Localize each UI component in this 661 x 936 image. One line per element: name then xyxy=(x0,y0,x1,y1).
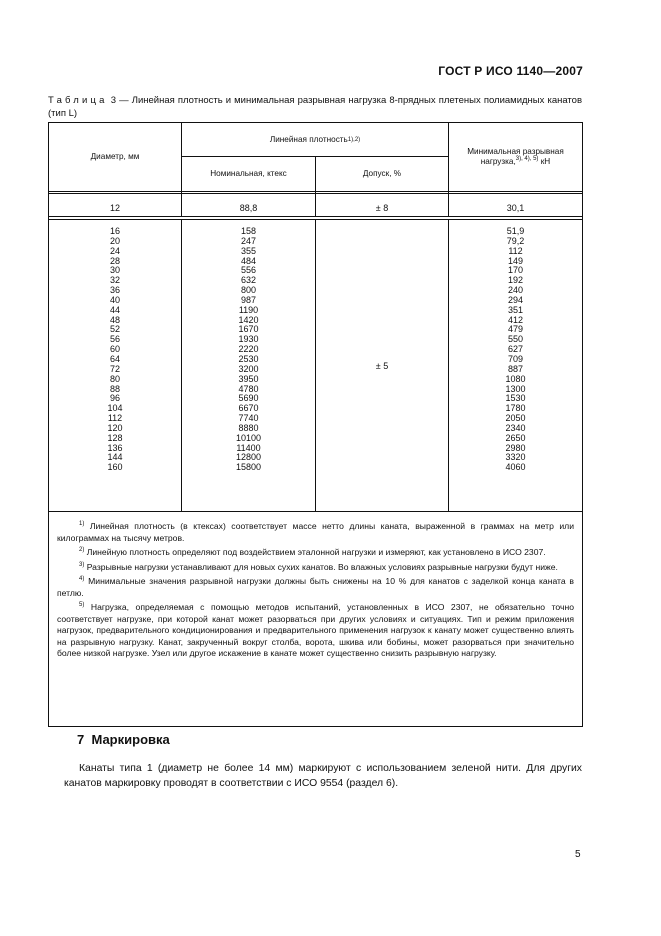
footnote-mark: 5) xyxy=(79,602,85,608)
nominal-cell: 800 xyxy=(240,285,257,296)
row-12-diameter: 12 xyxy=(109,203,120,213)
load-cell: 479 xyxy=(507,324,524,335)
section-number: 7 xyxy=(77,732,85,747)
load-cell: 3320 xyxy=(505,452,526,463)
header-break-load-line2: нагрузка, xyxy=(480,157,516,166)
load-column xyxy=(449,227,582,473)
section-heading xyxy=(77,732,170,747)
load-cell: 887 xyxy=(507,363,524,374)
diameter-cell: 16 xyxy=(109,226,120,236)
footnote-text: Разрывные нагрузки устанавливают для новых сухих канатов. Во влажных условиях разрывные нагрузки будут ниже. xyxy=(86,561,558,572)
data-table xyxy=(48,122,583,727)
table-caption-label: Таблица xyxy=(48,95,108,106)
diameter-cell: 40 xyxy=(109,294,120,305)
nominal-cell: 15800 xyxy=(235,462,262,473)
diameter-cell: 88 xyxy=(109,383,120,394)
header-nominal: Номинальная, ктекс xyxy=(210,169,287,178)
section-title: Маркировка xyxy=(91,732,170,747)
diameter-cell: 52 xyxy=(109,324,120,335)
diameter-cell: 20 xyxy=(109,235,120,246)
diameter-cell: 128 xyxy=(107,432,123,443)
header-tolerance: Допуск, % xyxy=(362,169,402,178)
load-cell: 4060 xyxy=(505,462,526,473)
diameter-cell: 96 xyxy=(109,393,120,404)
load-cell: 2050 xyxy=(505,413,526,424)
load-cell: 240 xyxy=(507,285,524,296)
nominal-cell: 2220 xyxy=(238,344,259,355)
diameter-cell: 24 xyxy=(109,245,120,256)
footnote-mark: 3) xyxy=(79,561,85,568)
diameter-cell: 112 xyxy=(107,413,123,424)
load-cell: 149 xyxy=(507,255,524,266)
nominal-cell: 556 xyxy=(240,265,257,276)
diameter-cell: 120 xyxy=(107,422,123,433)
footnote-mark: 4) xyxy=(79,576,85,582)
nominal-cell: 484 xyxy=(240,255,257,266)
diameter-cell: 32 xyxy=(109,275,120,286)
table-footnotes xyxy=(57,521,574,660)
footnote-mark: 2) xyxy=(79,547,85,553)
load-cell: 79,2 xyxy=(506,235,525,246)
diameter-cell: 136 xyxy=(107,442,123,453)
diameter-column xyxy=(49,227,181,473)
nominal-cell: 6670 xyxy=(238,403,259,414)
diameter-cell: 80 xyxy=(109,373,120,384)
load-cell: 2340 xyxy=(505,422,526,433)
footnote xyxy=(57,547,574,559)
footnote-text: Нагрузка, определяемая с помощью методов испытаний, установленных в ИСО 2307, не обязательно точно соответствует нагрузке, при которой канат может разорваться при других условиях и ситуациях. Тип и режим приложения нагрузок, предварительного кондиционирования и предварительного применения нагрузок к канату может существенно влиять на разрывную нагрузку. Канат, закрученный вокруг столба, ворота, шкива или бобины, может разорваться при значительно более низкой нагрузке. Узел или другое искажение в канате может существенно снизить разрывную нагрузку. xyxy=(57,602,575,658)
header-diameter: Диаметр, мм xyxy=(90,152,140,161)
nominal-cell: 632 xyxy=(240,275,257,286)
nominal-cell: 1190 xyxy=(238,304,259,315)
nominal-cell: 10100 xyxy=(235,432,262,443)
load-cell: 1300 xyxy=(505,383,526,394)
nominal-cell: 4780 xyxy=(238,383,259,394)
main-tolerance: ± 5 xyxy=(375,360,389,371)
nominal-cell: 2530 xyxy=(238,353,259,364)
nominal-column xyxy=(182,227,315,473)
load-cell: 2980 xyxy=(505,442,526,453)
diameter-cell: 36 xyxy=(109,285,120,296)
document-header: ГОСТ Р ИСО 1140—2007 xyxy=(438,64,583,78)
nominal-cell: 3950 xyxy=(238,373,259,384)
nominal-cell: 3200 xyxy=(238,363,259,374)
nominal-cell: 355 xyxy=(240,245,257,256)
nominal-cell: 8880 xyxy=(238,422,259,433)
footnote-text: Минимальные значения разрывной нагрузки должны быть снижены на 10 % для канатов с заделкой конца каната в петлю. xyxy=(57,576,575,598)
load-cell: 1530 xyxy=(505,393,526,404)
footnote-text: Линейная плотность (в ктексах) соответствует массе нетто длины каната, выраженной в граммах на метр или килограммах на тысячу метров. xyxy=(57,521,574,543)
page-number: 5 xyxy=(575,849,581,860)
diameter-cell: 144 xyxy=(107,452,123,463)
footnote-mark: 1) xyxy=(79,521,85,527)
nominal-cell: 158 xyxy=(240,226,257,236)
diameter-cell: 30 xyxy=(109,265,120,276)
load-cell: 192 xyxy=(507,275,524,286)
row-12-load: 30,1 xyxy=(506,203,525,213)
table-caption-text: — Линейная плотность и минимальная разрывная нагрузка 8-прядных плетеных полиамидных канатов (тип L) xyxy=(48,95,583,119)
nominal-cell: 987 xyxy=(240,294,257,305)
row-12-tolerance: ± 8 xyxy=(375,203,389,213)
header-break-load-unit: кН xyxy=(540,157,551,166)
diameter-cell: 28 xyxy=(109,255,120,266)
nominal-cell: 1670 xyxy=(238,324,259,335)
load-cell: 1780 xyxy=(505,403,526,414)
diameter-cell: 104 xyxy=(107,403,123,414)
diameter-cell: 48 xyxy=(109,314,120,325)
nominal-cell: 11400 xyxy=(236,442,261,453)
nominal-cell: 247 xyxy=(240,235,257,246)
footnote xyxy=(57,602,574,660)
header-break-load xyxy=(449,123,582,191)
load-cell: 294 xyxy=(507,294,524,305)
load-cell: 351 xyxy=(507,304,524,315)
diameter-cell: 64 xyxy=(109,353,120,364)
nominal-cell: 7740 xyxy=(238,413,259,424)
load-cell: 412 xyxy=(507,314,524,325)
load-cell: 1080 xyxy=(505,373,526,384)
header-linear-density: Линейная плотность 1),2) xyxy=(269,134,361,144)
footnote xyxy=(57,521,574,544)
footnote xyxy=(57,562,574,574)
section-paragraph: Канаты типа 1 (диаметр не более 14 мм) маркируют с использованием зеленой нити. Для других канатов маркировку проводят в соответствии с ИСО 9554 (раздел 6). xyxy=(64,763,582,789)
load-cell: 550 xyxy=(507,334,524,345)
nominal-cell: 5690 xyxy=(238,393,259,404)
header-break-load-footnote-ref: 3), 4), 5) xyxy=(515,156,539,162)
diameter-cell: 60 xyxy=(109,344,120,355)
load-cell: 170 xyxy=(507,265,524,276)
table-caption xyxy=(48,94,582,120)
diameter-cell: 44 xyxy=(109,304,120,315)
load-cell: 709 xyxy=(507,353,524,364)
footnote-text: Линейную плотность определяют под воздействием эталонной нагрузки и измеряют, как установлено в ИСО 2307. xyxy=(86,547,546,557)
load-cell: 2650 xyxy=(505,432,526,443)
header-break-load-line1: Минимальная разрывная xyxy=(467,147,564,156)
nominal-cell: 12800 xyxy=(235,452,262,463)
diameter-cell: 72 xyxy=(109,363,120,374)
nominal-cell: 1930 xyxy=(238,334,259,345)
load-cell: 627 xyxy=(507,344,524,355)
nominal-cell: 1420 xyxy=(238,314,259,325)
diameter-cell: 160 xyxy=(107,462,123,473)
load-cell: 51,9 xyxy=(506,226,525,236)
footnote xyxy=(57,576,574,599)
diameter-cell: 56 xyxy=(109,334,120,345)
header-linear-density-label: Линейная плотность xyxy=(269,134,348,144)
table-caption-number: 3 xyxy=(110,95,117,106)
row-12-nominal: 88,8 xyxy=(239,203,258,213)
load-cell: 112 xyxy=(508,245,523,256)
